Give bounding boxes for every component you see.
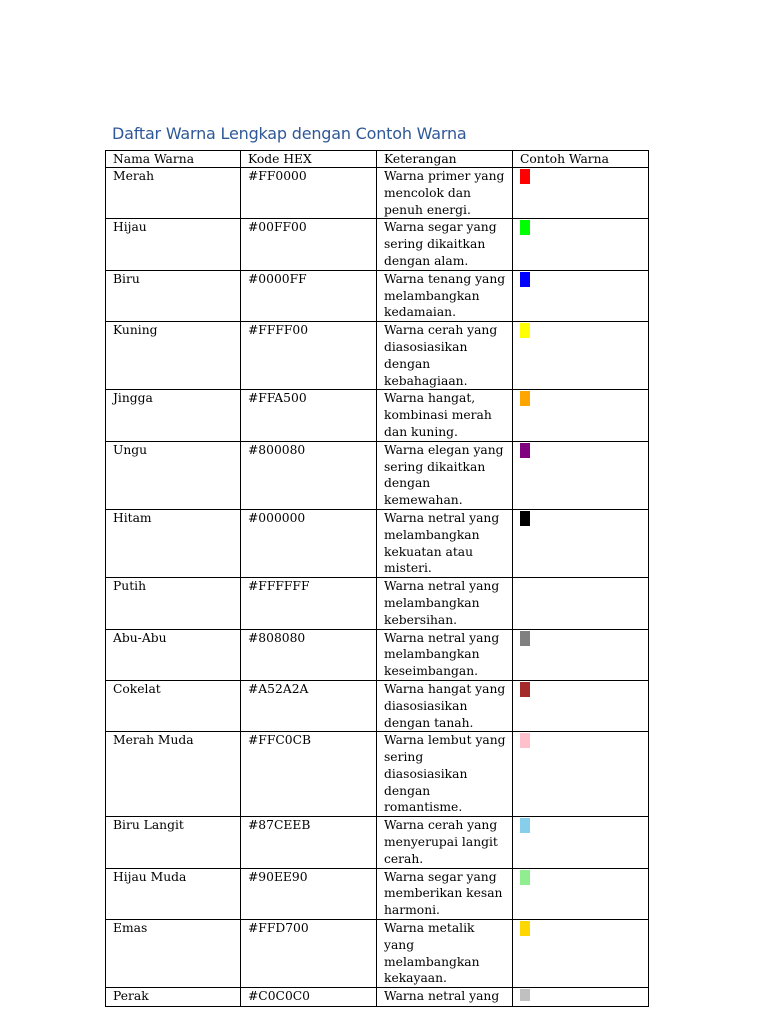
table-body [106,168,649,1007]
cell-color-name: Biru Langit [106,817,241,868]
description-line: dan kuning. [384,424,458,439]
cell-hex-code: #FFFFFF [241,578,377,629]
cell-color-name: Putih [106,578,241,629]
description-line: kekuatan atau [384,544,474,559]
description-line: penuh energi. [384,202,471,217]
table-row [106,270,649,321]
table-row [106,629,649,680]
description-line: Warna hangat, [384,391,476,406]
cell-color-name: Perak [106,988,241,1007]
cell-color-name: Jingga [106,390,241,441]
table-row [106,680,649,731]
description-line: Warna cerah yang [384,818,498,833]
cell-description [377,578,513,629]
description-line: diasosiasikan [384,698,468,713]
cell-hex-code: #800080 [241,441,377,509]
cell-color-sample [513,817,649,868]
cell-hex-code: #0000FF [241,270,377,321]
description-line: dengan tanah. [384,715,474,730]
description-line: dengan alam. [384,253,469,268]
cell-description [377,868,513,919]
description-line: Warna cerah yang [384,323,498,338]
description-line: kekayaan. [384,971,447,986]
cell-description [377,270,513,321]
header-kode-hex: Kode HEX [241,151,377,168]
cell-hex-code: #90EE90 [241,868,377,919]
table-row [106,509,649,577]
description-line: dengan romantisme. [384,783,463,815]
description-line: melambangkan [384,954,480,969]
description-line: sering dikaitkan [384,459,486,474]
cell-hex-code: #FFC0CB [241,732,377,817]
table-row [106,390,649,441]
cell-color-name: Cokelat [106,680,241,731]
cell-description [377,680,513,731]
description-line: kedamaian. [384,305,457,320]
cell-hex-code: #000000 [241,509,377,577]
color-swatch [520,220,530,235]
color-swatch [520,323,530,338]
cell-hex-code: #A52A2A [241,680,377,731]
description-line: kebahagiaan. [384,373,468,388]
description-line: memberikan kesan [384,886,503,901]
description-line: harmoni. [384,903,440,918]
cell-color-name: Hijau Muda [106,868,241,919]
cell-color-name: Hitam [106,509,241,577]
description-line: melambangkan [384,288,480,303]
description-line: melambangkan [384,527,480,542]
description-line: Warna netral yang [384,989,500,1004]
table-row [106,732,649,817]
cell-hex-code: #808080 [241,629,377,680]
cell-description [377,322,513,390]
description-line: Warna netral yang [384,510,500,525]
color-swatch [520,579,530,594]
header-nama-warna: Nama Warna [106,151,241,168]
cell-color-sample [513,390,649,441]
description-line: Warna segar yang [384,220,497,235]
description-line: Warna primer yang [384,169,505,183]
table-row [106,219,649,270]
color-swatch [520,443,530,458]
cell-color-name: Merah Muda [106,732,241,817]
cell-description [377,219,513,270]
description-line: cerah. [384,851,424,866]
description-line: menyerupai langit [384,835,498,850]
description-line: kombinasi merah [384,408,492,423]
color-swatch [520,391,530,406]
description-line: mencolok dan [384,185,471,200]
description-line: keseimbangan. [384,664,479,679]
cell-color-sample [513,168,649,219]
cell-color-sample [513,920,649,988]
color-swatch [520,818,530,833]
cell-color-sample [513,629,649,680]
table-row [106,441,649,509]
cell-description [377,441,513,509]
description-line: Warna metalik yang [384,921,475,952]
cell-color-sample [513,270,649,321]
cell-color-name: Hijau [106,219,241,270]
header-keterangan: Keterangan [377,151,513,168]
description-line: Warna hangat yang [384,681,506,696]
color-swatch [520,733,530,748]
cell-color-sample [513,578,649,629]
color-swatch [520,631,530,646]
cell-description [377,168,513,219]
cell-description [377,920,513,988]
document-title: Daftar Warna Lengkap dengan Contoh Warna [112,124,467,143]
table-row [106,168,649,219]
color-swatch [520,989,530,1001]
description-line: Warna segar yang [384,869,497,884]
color-swatch [520,682,530,697]
cell-color-name: Kuning [106,322,241,390]
cell-color-sample [513,219,649,270]
table-row [106,322,649,390]
cell-color-sample [513,680,649,731]
table-row [106,578,649,629]
color-swatch [520,921,530,936]
cell-color-sample [513,988,649,1007]
cell-color-sample [513,868,649,919]
description-line: Warna netral yang [384,579,500,594]
table-row [106,988,649,1007]
description-line: dengan kemewahan. [384,476,463,508]
cell-hex-code: #87CEEB [241,817,377,868]
table-row [106,817,649,868]
cell-color-sample [513,732,649,817]
cell-description [377,629,513,680]
description-line: sering dikaitkan [384,237,486,252]
cell-hex-code: #C0C0C0 [241,988,377,1007]
description-line: diasosiasikan [384,339,468,354]
cell-hex-code: #FFD700 [241,920,377,988]
header-contoh-warna: Contoh Warna [513,151,649,168]
color-swatch [520,870,530,885]
description-line: melambangkan [384,647,480,662]
cell-color-name: Abu-Abu [106,629,241,680]
cell-description [377,817,513,868]
color-swatch [520,272,530,287]
table-header-row [106,151,649,168]
cell-hex-code: #00FF00 [241,219,377,270]
description-line: Warna lembut yang [384,733,506,748]
cell-description [377,390,513,441]
description-line: Warna netral yang [384,630,500,645]
description-line: dengan [384,356,431,371]
cell-color-sample [513,509,649,577]
description-line: Warna elegan yang [384,442,504,457]
cell-hex-code: #FF0000 [241,168,377,219]
color-swatch [520,511,530,526]
cell-hex-code: #FFFF00 [241,322,377,390]
color-table [105,150,649,1007]
cell-color-sample [513,441,649,509]
cell-description [377,988,513,1007]
cell-description [377,509,513,577]
color-swatch [520,169,530,184]
cell-description [377,732,513,817]
cell-color-name: Emas [106,920,241,988]
description-line: melambangkan [384,595,480,610]
description-line: misteri. [384,561,432,576]
table-row [106,920,649,988]
table-row [106,868,649,919]
cell-hex-code: #FFA500 [241,390,377,441]
cell-color-sample [513,322,649,390]
cell-color-name: Merah [106,168,241,219]
cell-color-name: Biru [106,270,241,321]
description-line: Warna tenang yang [384,271,506,286]
description-line: sering diasosiasikan [384,750,468,781]
description-line: kebersihan. [384,612,458,627]
cell-color-name: Ungu [106,441,241,509]
